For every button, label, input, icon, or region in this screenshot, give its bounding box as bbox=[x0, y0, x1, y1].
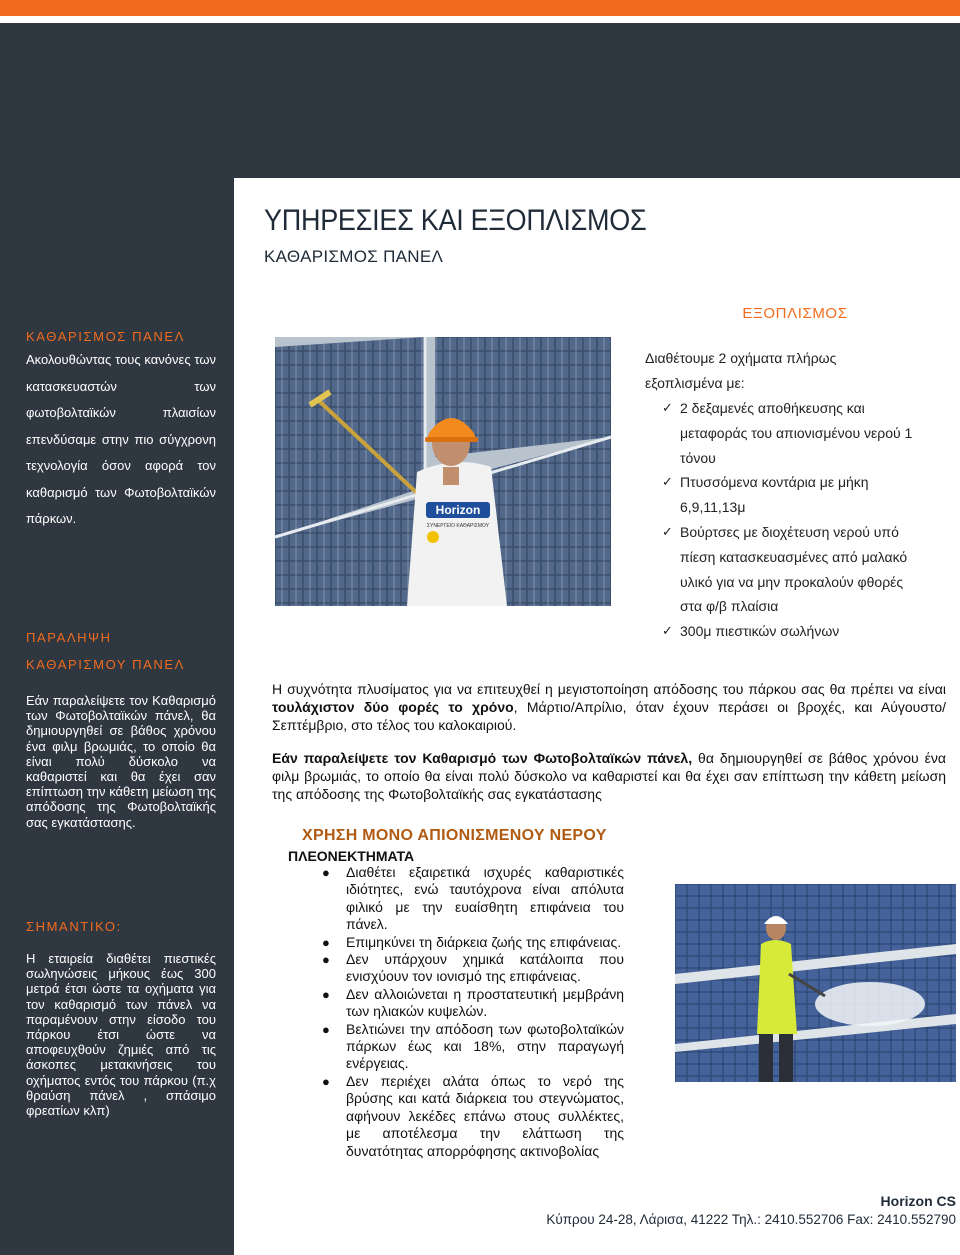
page-subtitle: ΚΑΘΑΡΙΣΜΟΣ ΠΑΝΕΛ bbox=[264, 247, 444, 266]
footer-address: Κύπρου 24-28, Λάρισα, 41222 Τηλ.: 2410.552706 Fax: 2410.552790 bbox=[546, 1212, 956, 1227]
top-dark-band bbox=[0, 23, 960, 178]
bullet-icon: ● bbox=[322, 934, 330, 950]
photo-worker-cleaning bbox=[275, 337, 611, 606]
frequency-paragraph: Η συχνότητα πλυσίματος για να επιτευχθεί η μεγιστοποίηση απόδοσης του πάρκου σας θα πρέπει να είναι τουλάχιστον δύο φορές το χρόνο, Μάρτιο/Απρίλιο, όταν έχουν περάσει οι βροχές, και Αύγουστο/Σεπτέμβριο, στο τέλος του καλοκαιριού. bbox=[272, 681, 946, 733]
bullet-icon: ● bbox=[322, 952, 330, 968]
checkmark-icon: ✓ bbox=[662, 523, 673, 539]
sidebar bbox=[0, 178, 234, 1255]
sidebar-text-important: Η εταιρεία διαθέτει πιεστικές σωληνώσεις μήκους έως 300 μετρά έτσι ώστε τα οχήματα για τον καθαρισμό των πάνελ να παραμένουν στην είσοδο του πάρκου έτσι ώστε να αποφευχθούν ζημιές από τις άσκοπες μετακινήσεις του οχήματος εντός του πάρκου (π.χ θραύση πάνελ , σπάσιμο φρεατίων κλπ) bbox=[26, 951, 216, 1119]
bullet-icon: ● bbox=[322, 986, 330, 1002]
checkmark-icon: ✓ bbox=[662, 623, 673, 639]
benefit-item: ● Δεν περιέχει αλάτα όπως το νερό της βρύσης και κατά διάρκεια του στεγνώματος, αφήνουν λεκέδες επάνω στους συλλέκτες, με αποτέλεσμα την ελάττωση της δυνατότητας απορρόφησης ακτινοβολίας bbox=[322, 1072, 624, 1159]
solar-panels-illustration-2 bbox=[675, 884, 956, 1082]
top-band bbox=[0, 0, 960, 178]
equipment-intro: Διαθέτουμε 2 οχήματα πλήρως εξοπλισμένα με: bbox=[645, 350, 837, 391]
equipment-item: ✓ 2 δεξαμενές αποθήκευσης και μεταφοράς του απιονισμένου νερού 1 τόνου bbox=[662, 396, 922, 470]
omission-paragraph: Εάν παραλείψετε τον Καθαρισμό των Φωτοβολταϊκών πάνελ, θα δημιουργηθεί σε βάθος χρόνου ένα φιλμ βρωμιάς, το οποίο θα είναι πολύ δύσκολο να καθαριστεί και θα έχει σαν επίπτωση την κάθετη μείωση της απόδοσης της Φωτοβολταϊκής σας εγκατάστασης bbox=[272, 750, 947, 802]
checkmark-icon: ✓ bbox=[662, 474, 673, 490]
shirt-tagline: ΣΥΝΕΡΓΕΙΟ ΚΑΘΑΡΙΣΜΟΥ bbox=[426, 523, 490, 529]
bullet-icon: ● bbox=[322, 865, 330, 880]
top-white-stripe bbox=[0, 16, 960, 23]
benefit-item: ● Δεν υπάρχουν χημικά κατάλοιπα που ενισχύουν τον ιονισμό της επιφάνειας. bbox=[322, 951, 624, 985]
water-heading: ΧΡΗΣΗ ΜΟΝΟ ΑΠΙΟΝΙΣΜΕΝΟΥ ΝΕΡΟΥ bbox=[302, 827, 607, 844]
bullet-icon: ● bbox=[322, 1073, 330, 1089]
footer-brand: Horizon CS bbox=[880, 1193, 956, 1209]
sidebar-heading-cleaning: ΚΑΘΑΡΙΣΜΟΣ ΠΑΝΕΛ bbox=[26, 329, 185, 344]
benefit-item: ● Επιμηκύνει τη διάρκεια ζωής της επιφάνειας. bbox=[322, 933, 622, 950]
shirt-logo: Horizon bbox=[435, 503, 481, 517]
photo-worker-spraying bbox=[675, 884, 956, 1082]
sidebar-text-omission: Εάν παραλείψετε τον Καθαρισμό των Φωτοβολταϊκών πάνελ, θα δημιουργηθεί σε βάθος χρόνου ένα φιλμ βρωμιάς, το οποίο θα είναι πολύ δύσκολο να καθαριστεί και θα έχει σαν επίπτωση την κάθετη μείωση της απόδοσης της Φωτοβολταϊκής σας εγκατάστασης. bbox=[26, 693, 216, 830]
benefit-item: ● Διαθέτει εξαιρετικά ισχυρές καθαριστικές ιδιότητες, ενώ ταυτόχρονα είναι απόλυτα φιλικό με την ευαίσθητη επιφάνεια του πάνελ. bbox=[322, 864, 624, 933]
equipment-list bbox=[662, 396, 922, 644]
equipment-heading: ΕΞΟΠΛΙΣΜΟΣ bbox=[742, 305, 848, 322]
benefit-item: ● Βελτιώνει την απόδοση των φωτοβολταϊκών πάρκων έως και 18%, στην παραγωγή ενέργειας. bbox=[322, 1020, 624, 1072]
equipment-item: ✓ Βούρτσες με διοχέτευση νερού υπό πίεση κατασκευασμένες από μαλακό υλικό για να μην προκαλούν φθορές στα φ/β πλαίσια bbox=[662, 520, 922, 619]
page-title: ΥΠΗΡΕΣΙΕΣ ΚΑΙ ΕΞΟΠΛΙΣΜΟΣ bbox=[264, 204, 647, 237]
sidebar-heading-omission: ΠΑΡΑΛΗΨΗ ΚΑΘΑΡΙΣΜΟΥ ΠΑΝΕΛ bbox=[26, 630, 185, 672]
sidebar-text-cleaning: Ακολουθώντας τους κανόνες των κατασκευαστών των φωτοβολταϊκών πλαισίων επενδύσαμε στην πιο σύγχρονη τεχνολογία όσον αφορά τον καθαρισμό των Φωτοβολταϊκών πάρκων. bbox=[26, 352, 216, 526]
sidebar-heading-important: ΣΗΜΑΝΤΙΚΟ: bbox=[26, 919, 122, 934]
top-orange-stripe bbox=[0, 0, 960, 16]
solar-panels-illustration bbox=[275, 337, 611, 606]
benefits-heading: ΠΛΕΟΝΕΚΤΗΜΑΤΑ bbox=[288, 848, 415, 864]
benefits-list bbox=[322, 864, 624, 1160]
equipment-item: ✓ Πτυσσόμενα κοντάρια με μήκη 6,9,11,13μ bbox=[662, 470, 922, 520]
benefit-item: ● Δεν αλλοιώνεται η προστατευτική μεμβράνη των ηλιακών κυψελών. bbox=[322, 985, 624, 1020]
bullet-icon: ● bbox=[322, 1021, 330, 1037]
equipment-item: ✓ 300μ πιεστικών σωλήνων bbox=[662, 619, 922, 644]
checkmark-icon: ✓ bbox=[662, 400, 673, 415]
